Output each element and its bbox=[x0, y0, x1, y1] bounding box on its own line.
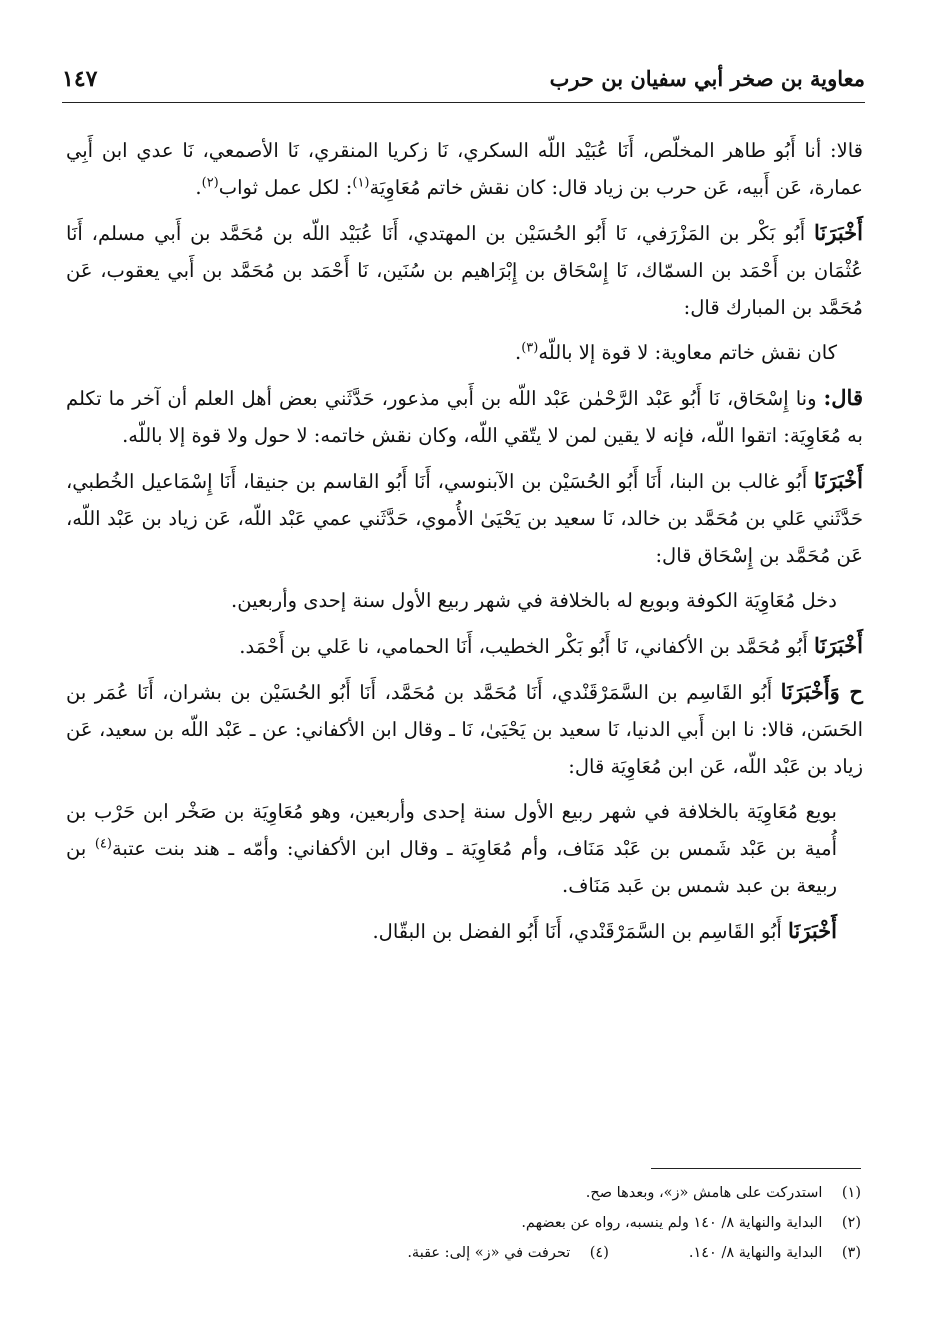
paragraph-text: أَبُو بَكْر بن المَزْرَفي، نَا أَبُو الحُسَيْن بن المهتدي، أَنَا عُبَيْد اللّه بن مُحَمَّد بن أَبي مسلم، أَنَا عُثْمَان بن أَحْمَد بن السمّاك، نَا إِسْحَاق بن إِبْرَاهيم بن سُنَين، نَا أَحْمَد بن مُحَمَّد بن أَبي يعقوب، عَن مُحَمَّد بن المبارك قال: bbox=[66, 222, 863, 319]
footnotes bbox=[66, 1178, 861, 1268]
paragraph-text: أَبُو مُحَمَّد بن الأكفاني، نَا أَبُو بَكْر الخطيب، أَنَا الحمامي، نا عَلي بن أَحْمَد. bbox=[239, 635, 815, 658]
footnote-1 bbox=[66, 1178, 861, 1208]
page-body bbox=[66, 132, 863, 958]
footnote-text: البداية والنهاية ٨/ ١٤٠. bbox=[688, 1245, 823, 1261]
footnote-text: تحرفت في «ز» إلى: عقبة. bbox=[407, 1245, 571, 1261]
paragraph bbox=[66, 673, 863, 785]
paragraph-text: : لكل عمل ثواب bbox=[218, 176, 353, 199]
paragraph bbox=[66, 132, 863, 206]
paragraph-lead: أَخْبَرَنَا bbox=[814, 468, 863, 493]
paragraph-text: قالا: أنا أَبُو طاهر المخلّص، أَنَا عُبَيْد اللّه السكري، نَا زكريا المنقري، نَا الأصمعي، نَا عدي ابن أَبِي عمارة، عَن أَبيه، عَن حرب بن زياد قال: كان نقش خاتم مُعَاوِيَة bbox=[66, 139, 863, 199]
footnote-number: (١) bbox=[841, 1185, 861, 1201]
paragraph-lead: ح وَأَخْبَرَنَا bbox=[780, 679, 863, 704]
paragraph bbox=[66, 214, 863, 326]
paragraph-text: أَبُو القَاسِم بن السَّمَرْقَنْدي، أَنَا أَبُو الفضل بن البقّال. bbox=[372, 920, 789, 943]
paragraph-text: . bbox=[195, 176, 202, 199]
page-header bbox=[62, 58, 865, 106]
footnote-marker: (٣) bbox=[521, 340, 539, 356]
footnote-marker: (٢) bbox=[201, 175, 219, 191]
footnote-marker: (٤) bbox=[94, 836, 112, 852]
paragraph-lead: قال: bbox=[823, 385, 863, 410]
paragraph-lead: أَخْبَرَنَا bbox=[814, 220, 863, 245]
paragraph-text: دخل مُعَاوِيَة الكوفة وبويع له بالخلافة في شهر ربيع الأول سنة إحدى وأربعين. bbox=[231, 589, 837, 612]
paragraph-text: بويع مُعَاوِيَة بالخلافة في شهر ربيع الأول سنة إحدى وأربعين، وهو مُعَاوِيَة بن صَخْر ابن حَرْب بن أُمية بن عَبْد شَمس بن عَبْد مَنَاف، وأم مُعَاوِيَة ـ وقال ابن الأكفاني: وأمّه ـ هند بنت عتبة bbox=[66, 800, 837, 860]
running-title: معاوية بن صخر أبي سفيان بن حرب bbox=[549, 66, 865, 91]
paragraph-text: ونا إِسْحَاق، نَا أَبُو عَبْد الرَّحْمٰن عَبْد اللّه بن أَبي مذعور، حَدَّثَني بعض أهل العلم أن آخر ما تكلم به مُعَاوِيَة: اتقوا اللّه، فإنه لا يقين لمن لا يتّقي اللّه، وكان نقش خاتمه: لا حول ولا قوة إلا باللّه. bbox=[66, 387, 863, 447]
paragraph-text: كان نقش خاتم معاوية: لا قوة إلا باللّه bbox=[538, 341, 837, 364]
paragraph bbox=[66, 379, 863, 454]
paragraph bbox=[66, 793, 863, 904]
paragraph-text: أَبُو غالب بن البنا، أَنَا أَبُو الحُسَيْن بن الآبنوسي، أَنَا أَبُو القاسم بن جنيقا، أَنَا إِسْمَاعيل الخُطبي، حَدَّثَني عَلي بن مُحَمَّد بن خالد، نَا سعيد بن يَحْيَىٰ الأُموي، حَدَّثَني عمي عَبْد اللّه، عَن زياد بن عَبْد اللّه، عَن مُحَمَّد بن إِسْحَاق قال: bbox=[66, 470, 863, 567]
header-rule bbox=[62, 102, 865, 103]
footnote-marker: (١) bbox=[352, 175, 370, 191]
footnote-row bbox=[66, 1238, 861, 1268]
paragraph-text: . bbox=[515, 341, 522, 364]
footnote-text: البداية والنهاية ٨/ ١٤٠ ولم ينسبه، رواه عن بعضهم. bbox=[521, 1215, 823, 1231]
paragraph bbox=[66, 334, 863, 371]
paragraph-text: بن ربيعة بن عبد شمس بن عَبد مَنَاف. bbox=[66, 837, 837, 897]
footnote-rule bbox=[651, 1168, 861, 1169]
footnote-2 bbox=[66, 1208, 861, 1238]
paragraph-text: أَبُو القَاسِم بن السَّمَرْقَنْدي، أَنَا مُحَمَّد بن مُحَمَّد، أَنَا أَبُو الحُسَيْن بن بشران، أَنَا عُمَر بن الحَسَن، قالا: نا ابن أَبي الدنيا، نَا سعيد بن يَحْيَىٰ، نَا ـ وقال ابن الأكفاني: عن ـ عَبْد اللّه بن سعيد، عَن زياد بن عَبْد اللّه، عَن ابن مُعَاوِيَة قال: bbox=[66, 681, 863, 778]
paragraph bbox=[66, 912, 863, 950]
footnote-number: (٣) bbox=[841, 1245, 861, 1261]
page-number: ١٤٧ bbox=[62, 66, 98, 92]
paragraph-lead: أَخْبَرَنَا bbox=[788, 918, 837, 943]
footnote-3 bbox=[689, 1238, 861, 1268]
footnote-text: استدركت على هامش «ز»، وبعدها صح. bbox=[585, 1185, 823, 1201]
paragraph-lead: أَخْبَرَنَا bbox=[814, 633, 863, 658]
paragraph bbox=[66, 627, 863, 665]
footnote-number: (٤) bbox=[589, 1245, 609, 1261]
paragraph bbox=[66, 582, 863, 619]
footnote-number: (٢) bbox=[841, 1215, 861, 1231]
footnote-4 bbox=[407, 1238, 609, 1268]
paragraph bbox=[66, 462, 863, 574]
